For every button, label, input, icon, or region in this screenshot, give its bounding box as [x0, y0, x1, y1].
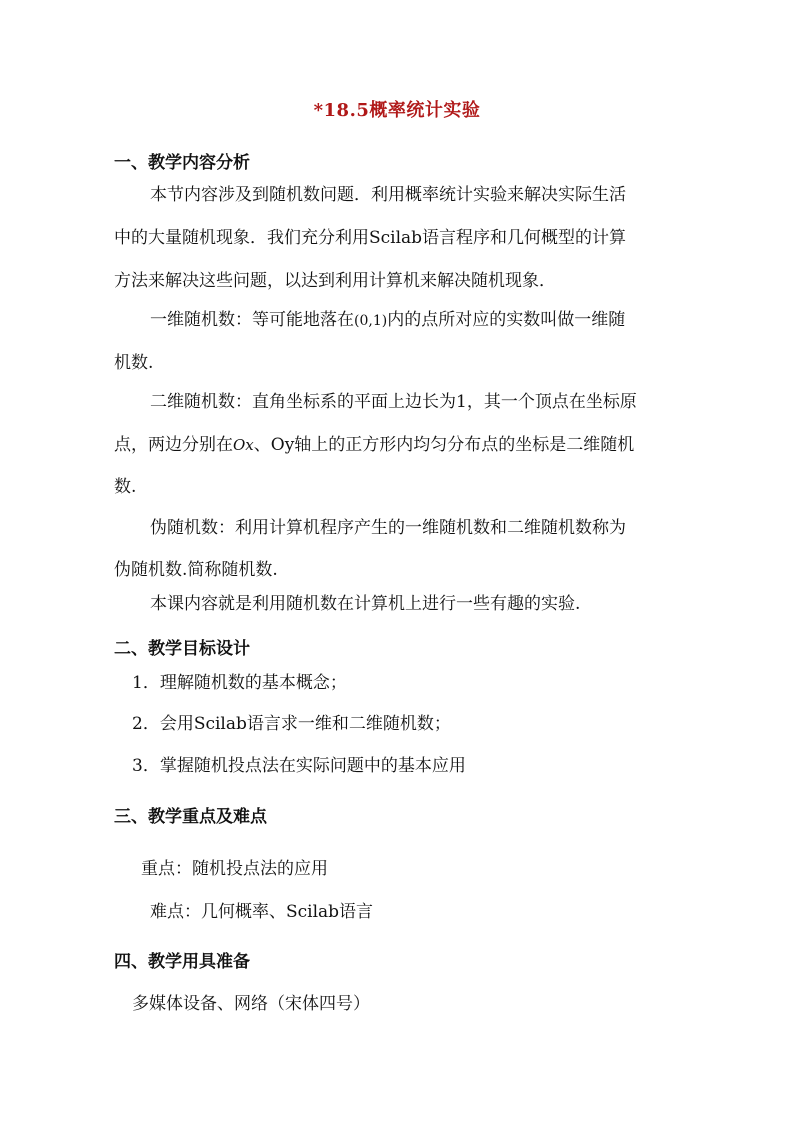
objective-item-3: 3．掌握随机投点法在实际问题中的基本应用 [132, 756, 466, 776]
definition-2d-line-1: 二维随机数：直角坐标系的平面上边长为1，其一个顶点在坐标原 [150, 392, 637, 412]
definition-1d-line-1 [150, 305, 625, 330]
materials-content: 多媒体设备、网络（宋体四号） [132, 994, 370, 1014]
definition-2d-line-2 [114, 430, 634, 455]
definition-pseudo-line-2: 伪随机数.简称随机数. [114, 560, 278, 580]
section1-closing: 本课内容就是利用随机数在计算机上进行一些有趣的实验. [150, 594, 581, 614]
section-heading-objectives: 二、教学目标设计 [114, 639, 250, 659]
intro-line-3: 方法来解决这些问题，以达到利用计算机来解决随机现象． [114, 271, 556, 291]
definition-1d-line-2: 机数. [114, 353, 154, 373]
section-heading-materials: 四、教学用具准备 [114, 952, 250, 972]
definition-2d-line-3: 数. [114, 477, 137, 497]
page-title: *18.5概率统计实验 [313, 100, 481, 121]
section-heading-key-points: 三、教学重点及难点 [114, 807, 267, 827]
definition-1d-text-b: 内的点所对应的实数叫做一维随 [387, 310, 626, 330]
definition-1d-text-a: 一维随机数：等可能地落在 [150, 310, 354, 330]
definition-pseudo-line-1: 伪随机数：利用计算机程序产生的一维随机数和二维随机数称为 [150, 518, 626, 538]
difficulty-point: 难点：几何概率、Scilab语言 [150, 902, 374, 922]
intro-line-2: 中的大量随机现象．我们充分利用Scilab语言程序和几何概型的计算 [114, 228, 627, 248]
key-point: 重点：随机投点法的应用 [141, 859, 328, 879]
interval-notation: (0,1) [354, 313, 388, 329]
axis-ox: Ox [233, 436, 254, 454]
definition-2d-text-b2: 、Oy轴上的正方形内均匀分布点的坐标是二维随机 [253, 435, 635, 455]
objective-item-1: 1．理解随机数的基本概念； [132, 673, 347, 693]
section-heading-content-analysis: 一、教学内容分析 [114, 153, 250, 173]
intro-line-1: 本节内容涉及到随机数问题．利用概率统计实验来解决实际生活 [150, 185, 626, 205]
objective-item-2: 2．会用Scilab语言求一维和二维随机数； [132, 714, 451, 734]
definition-2d-text-b1: 点，两边分别在 [114, 435, 233, 455]
